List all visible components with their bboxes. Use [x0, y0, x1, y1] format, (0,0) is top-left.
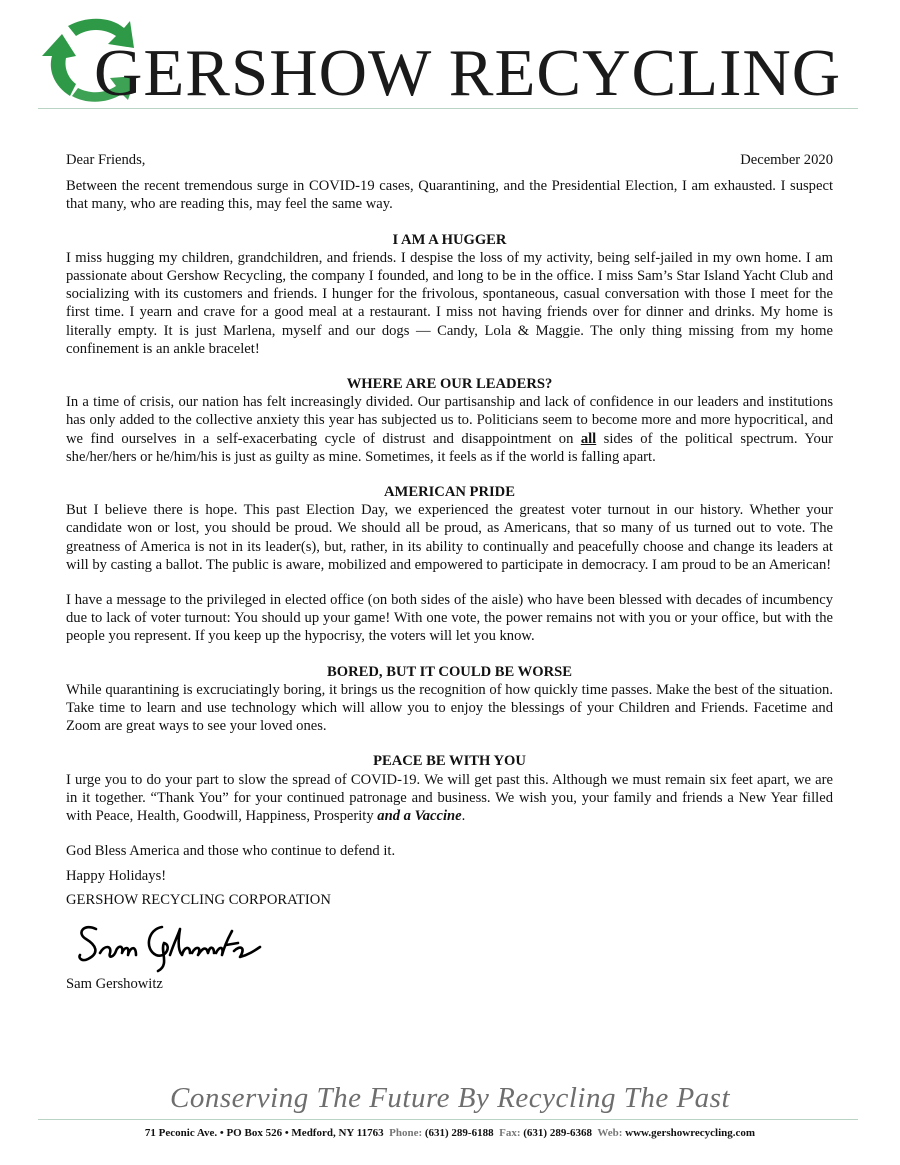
footer-divider [38, 1119, 858, 1120]
section-heading: PEACE BE WITH YOU [373, 753, 526, 770]
section-body [66, 771, 833, 826]
emphasis-vaccine: and a Vaccine [377, 808, 462, 825]
footer-phone: (631) 289-6188 [424, 1127, 494, 1139]
section-body [66, 393, 833, 466]
footer-fax: (631) 289-6368 [523, 1127, 592, 1139]
emphasis-all: all [580, 430, 597, 447]
closing-greeting: Happy Holidays! [66, 867, 167, 884]
footer-website: www.gershowrecycling.com [625, 1127, 756, 1139]
section-body: While quarantining is excruciatingly boring, it brings us the recognition of how quickly time passes. Make the best of the situation. Take time to learn and use technology which will allow you to enjoy the blessings of your Children and Friends. Facetime and Zoom are great ways to see your loved ones. [66, 681, 833, 735]
letterhead [38, 10, 858, 110]
body-text: In a time of crisis, our nation has felt increasingly divided. Our partisanship and lack of confidence in our leaders and institutions has only added to the collective anxiety this year has subjected us to. Politicians seem to become more and more hypocritical, and we find ourselves in a self-exacerbating cycle of distrust and disappointment on [66, 394, 833, 447]
section-heading: I AM A HUGGER [392, 231, 507, 248]
web-label: Web: [597, 1127, 623, 1139]
salutation: Dear Friends, [66, 152, 146, 168]
section-heading: BORED, BUT IT COULD BE WORSE [327, 663, 572, 680]
tagline: Conserving The Future By Recycling The Past [169, 1082, 731, 1114]
closing-line: God Bless America and those who continue to defend it. [66, 843, 396, 860]
salutation-row [66, 151, 833, 169]
corporation-name: GERSHOW RECYCLING CORPORATION [66, 891, 331, 908]
letter-date: December 2020 [740, 152, 833, 168]
section-heading: AMERICAN PRIDE [384, 484, 515, 501]
signer-name: Sam Gershowitz [66, 975, 163, 992]
footer-contact [0, 1127, 900, 1139]
fax-label: Fax: [499, 1127, 521, 1139]
phone-label: Phone: [389, 1127, 423, 1139]
company-name: GERSHOW RECYCLING [94, 36, 842, 110]
body-text: I urge you to do your part to slow the spread of COVID-19. We will get past this. Although we must remain six feet apart, we are in it together. “Thank You” for your continued patronage and business. We wish you, your family and friends a New Year filled with Peace, Health, Goodwill, Happiness, Prosperity [66, 771, 833, 825]
body-text: . [461, 808, 466, 825]
section-body: I miss hugging my children, grandchildren, and friends. I despise the loss of my activity, being self-jailed in my own home. I am passionate about Gershow Recycling, the company I founded, and long to be in the office. I miss Sam’s Star Island Yacht Club and socializing with its customers and friends. I hunger for the frivolous, spontaneous, casual conversation with those I meet for the first time. I yearn and crave for a good meal at a restaurant. I miss not having friends over for dinner and drinks. My home is literally empty. It is just Marlena, myself and our dogs — Candy, Lola & Maggie. The only thing missing from my home confinement is an ankle bracelet! [66, 249, 833, 357]
signature-image [74, 915, 274, 975]
body-text: sides of the political spectrum. Your she/her/hers or he/him/his is just as guilty as mine. Sometimes, it feels as if the world is falling apart. [66, 430, 833, 465]
header-divider [38, 108, 858, 109]
section-heading: WHERE ARE OUR LEADERS? [346, 376, 553, 393]
section-body-2: I have a message to the privileged in elected office (on both sides of the aisle) who have been blessed with decades of incumbency due to lack of voter turnout: You should up your game! With one vote, the power remains not with you or your office, but with the people you represent. If you keep up the hypocrisy, the voters will let you know. [66, 592, 833, 645]
footer-address: 71 Peconic Ave. • PO Box 526 • Medford, NY 11763 [144, 1127, 384, 1139]
section-body: But I believe there is hope. This past Election Day, we experienced the greatest voter turnout in our history. Whether your candidate won or lost, you should be proud. We should all be proud, as Americans, that so many of us turned out to vote. The greatness of America is not in its leader(s), but, rather, in its ability to continually and peacefully choose and change its leaders at will by casting a ballot. The public is aware, mobilized and empowered to participate in democracy. I am proud to be an American! [66, 502, 833, 573]
intro-paragraph: Between the recent tremendous surge in COVID-19 cases, Quarantining, and the Presidential Election, I am exhausted. I suspect that many, who are reading this, may feel the same way. [66, 178, 833, 213]
letter-body [66, 151, 833, 993]
